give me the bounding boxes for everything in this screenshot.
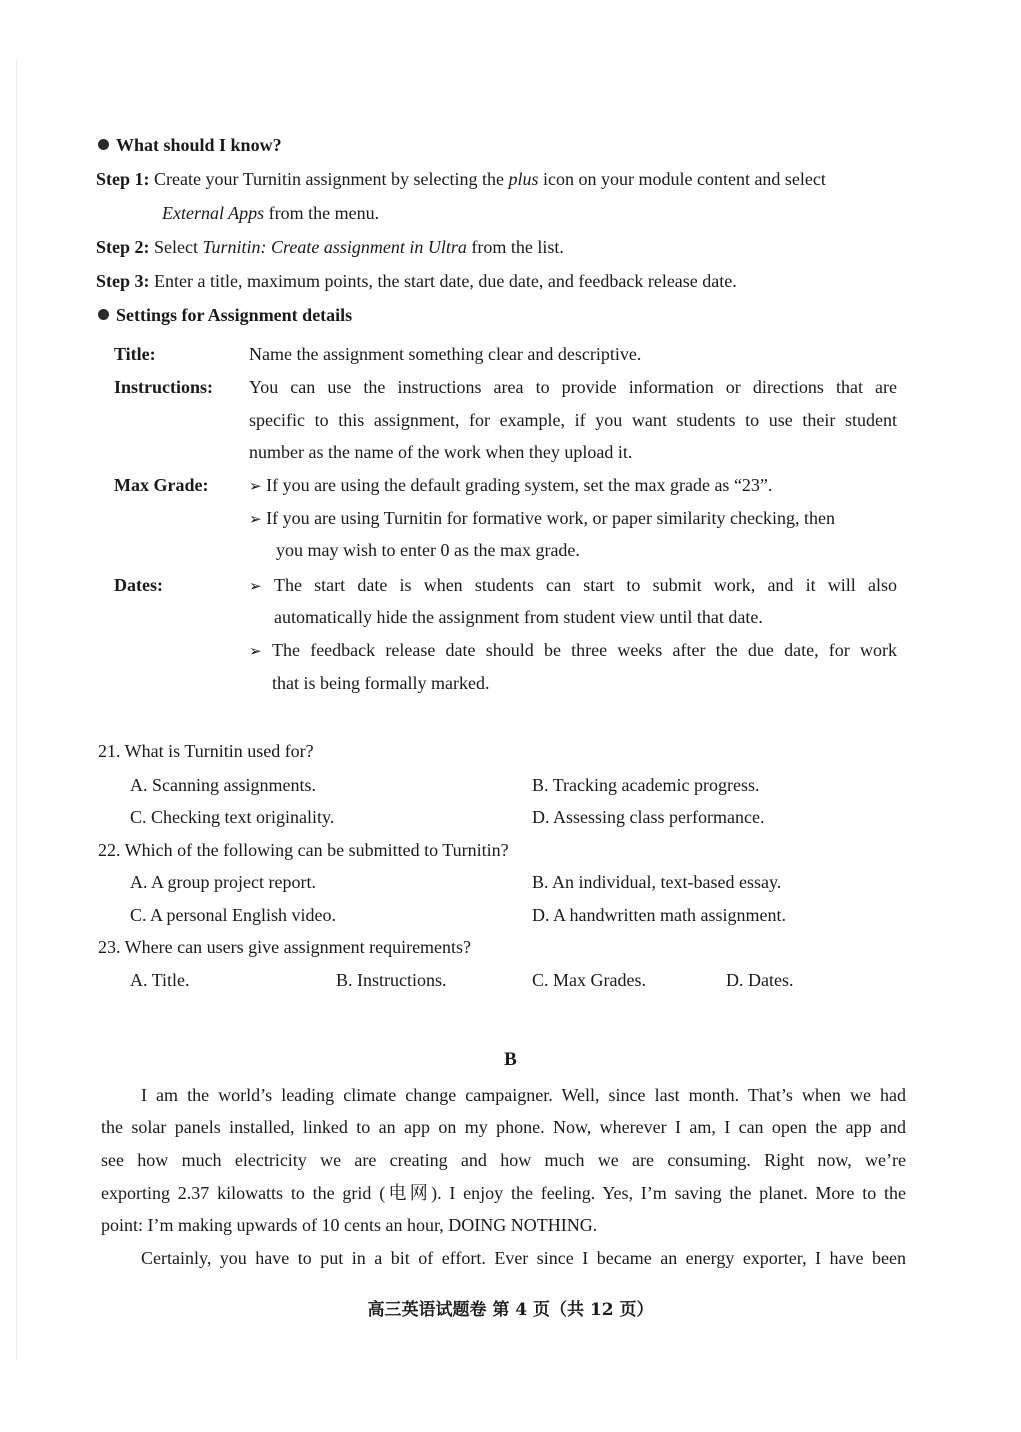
max-grade-item-2-continued: you may wish to enter 0 as the max grade. xyxy=(276,540,580,560)
question-23: 23. Where can users give assignment requirements? xyxy=(98,937,472,957)
arrow-bullet-icon: ➢ xyxy=(249,642,262,660)
passage-line-2: the solar panels installed, linked to an app on my phone. Now, wherever I am, I can open the app and xyxy=(101,1117,906,1137)
q21-option-b: B. Tracking academic progress. xyxy=(532,775,760,795)
arrow-bullet-icon: ➢ xyxy=(249,477,262,495)
q23-option-a: A. Title. xyxy=(130,970,190,990)
q23-option-b: B. Instructions. xyxy=(336,970,447,990)
dates-item-2-line-2: that is being formally marked. xyxy=(272,673,490,693)
question-21: 21. What is Turnitin used for? xyxy=(98,741,314,761)
q21-option-c: C. Checking text originality. xyxy=(130,807,335,827)
page-footer: 高三英语试题卷 第 4 页（共 12 页） xyxy=(367,1300,654,1320)
max-grade-label: Max Grade: xyxy=(114,475,209,495)
max-grade-item-2: ➢ If you are using Turnitin for formative work, or paper similarity checking, then xyxy=(249,508,835,528)
bullet-icon xyxy=(98,139,109,150)
step-2: Step 2: Select Turnitin: Create assignment in Ultra from the list. xyxy=(96,237,564,257)
q22-option-d: D. A handwritten math assignment. xyxy=(532,905,786,925)
q23-option-d: D. Dates. xyxy=(726,970,794,990)
dates-label: Dates: xyxy=(114,575,163,595)
dates-item-1-line-1: The start date is when students can start to submit work, and it will also xyxy=(274,575,897,595)
title-text: Name the assignment something clear and descriptive. xyxy=(249,344,642,364)
q23-option-c: C. Max Grades. xyxy=(532,970,646,990)
step-1: Step 1: Create your Turnitin assignment by selecting the plus icon on your module content and select xyxy=(96,169,826,189)
passage-line-1: I am the world’s leading climate change campaigner. Well, since last month. That’s when we had xyxy=(141,1085,906,1105)
step-1-continued: External Apps from the menu. xyxy=(162,203,380,223)
dates-item-1 xyxy=(249,573,262,598)
arrow-bullet-icon: ➢ xyxy=(249,577,262,595)
dates-item-1-line-2: automatically hide the assignment from student view until that date. xyxy=(274,607,763,627)
settings-heading: Settings for Assignment details xyxy=(98,303,352,327)
arrow-bullet-icon: ➢ xyxy=(249,510,262,528)
passage-line-3: see how much electricity we are creating and how much we are consuming. Right now, we’re xyxy=(101,1150,906,1170)
bullet-icon xyxy=(98,309,109,320)
q22-option-c: C. A personal English video. xyxy=(130,905,336,925)
title-label: Title: xyxy=(114,344,156,364)
passage-line-5: point: I’m making upwards of 10 cents an hour, DOING NOTHING. xyxy=(101,1215,598,1235)
instructions-line-2: specific to this assignment, for example, if you want students to use their student xyxy=(249,410,897,430)
dates-item-2-line-1: The feedback release date should be three weeks after the due date, for work xyxy=(272,640,897,660)
passage-line-4: exporting 2.37 kilowatts to the grid (电网). I enjoy the feeling. Yes, I’m saving the planet. More to the xyxy=(101,1183,906,1203)
scan-edge xyxy=(16,60,17,1360)
instructions-line-3: number as the name of the work when they upload it. xyxy=(249,442,633,462)
instructions-label: Instructions: xyxy=(114,377,214,397)
question-22: 22. Which of the following can be submitted to Turnitin? xyxy=(98,840,509,860)
max-grade-item-1: ➢ If you are using the default grading system, set the max grade as “23”. xyxy=(249,475,773,495)
step-3: Step 3: Enter a title, maximum points, the start date, due date, and feedback release date. xyxy=(96,271,737,291)
q21-option-d: D. Assessing class performance. xyxy=(532,807,765,827)
know-heading: What should I know? xyxy=(98,133,282,157)
passage-line-6: Certainly, you have to put in a bit of effort. Ever since I became an energy exporter, I have been xyxy=(141,1248,906,1268)
section-b-heading: B xyxy=(504,1049,517,1070)
q22-option-a: A. A group project report. xyxy=(130,872,316,892)
q21-option-a: A. Scanning assignments. xyxy=(130,775,316,795)
dates-item-2 xyxy=(249,638,262,663)
instructions-line-1: You can use the instructions area to provide information or directions that are xyxy=(249,377,897,397)
q22-option-b: B. An individual, text-based essay. xyxy=(532,872,782,892)
